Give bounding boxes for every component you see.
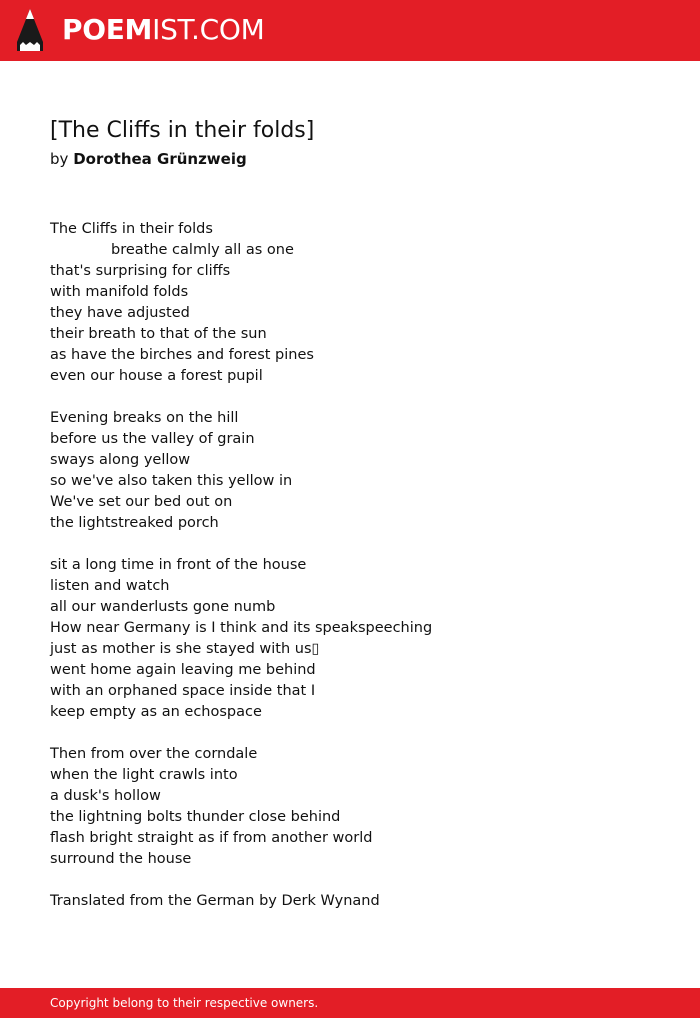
poem-stanza — [50, 408, 670, 534]
by-label: by — [50, 150, 69, 168]
copyright-text: Copyright belong to their respective owners. — [50, 996, 319, 1010]
poem-line: The Cliffs in their folds — [50, 221, 213, 237]
poem-line: sit a long time in front of the house — [50, 557, 307, 573]
poem-line: as have the birches and forest pines — [50, 347, 314, 363]
poem-line: when the light crawls into — [50, 767, 238, 783]
poem-stanza — [50, 555, 670, 723]
poem-line: keep empty as an echospace — [50, 704, 262, 720]
poem-line: they have adjusted — [50, 305, 190, 321]
poem-line: with manifold folds — [50, 284, 189, 300]
poem-line: even our house a forest pupil — [50, 368, 263, 384]
poem-body — [50, 219, 670, 891]
poem-line: listen and watch — [50, 578, 170, 594]
poem-line: their breath to that of the sun — [50, 326, 267, 342]
poem-line: sways along yellow — [50, 452, 191, 468]
poem-line: We've set our bed out on — [50, 494, 233, 510]
pencil-tip-icon[interactable] — [17, 9, 43, 51]
logo-light-text: IST.COM — [152, 13, 265, 46]
byline — [50, 148, 247, 170]
poem-line: just as mother is she stayed with us▯ — [50, 641, 320, 657]
poem-line: the lightning bolts thunder close behind — [50, 809, 341, 825]
poem-line: so we've also taken this yellow in — [50, 473, 293, 489]
poem-line: How near Germany is I think and its speakspeeching — [50, 620, 433, 636]
poem-title: [The Cliffs in their folds] — [50, 118, 315, 143]
site-logo[interactable] — [62, 12, 265, 48]
poem-line: Then from over the corndale — [50, 746, 258, 762]
poem-line: all our wanderlusts gone numb — [50, 599, 276, 615]
author-name: Dorothea Grünzweig — [73, 150, 247, 168]
site-footer — [0, 988, 700, 1018]
poem-line: with an orphaned space inside that I — [50, 683, 316, 699]
poem-line: flash bright straight as if from another world — [50, 830, 373, 846]
poem-line: that's surprising for cliffs — [50, 263, 231, 279]
poem-stanza — [50, 744, 670, 870]
poem-line: the lightstreaked porch — [50, 515, 219, 531]
poem-line: surround the house — [50, 851, 192, 867]
poem-line: a dusk's hollow — [50, 788, 161, 804]
poem-line: went home again leaving me behind — [50, 662, 316, 678]
logo-bold-text: POEM — [62, 13, 153, 46]
poem-stanza — [50, 219, 670, 387]
translation-note: Translated from the German by Derk Wynand — [50, 893, 380, 909]
poem-line: Evening breaks on the hill — [50, 410, 239, 426]
site-header — [0, 0, 700, 61]
poem-line: breathe calmly all as one — [111, 242, 294, 258]
poem-line: before us the valley of grain — [50, 431, 255, 447]
